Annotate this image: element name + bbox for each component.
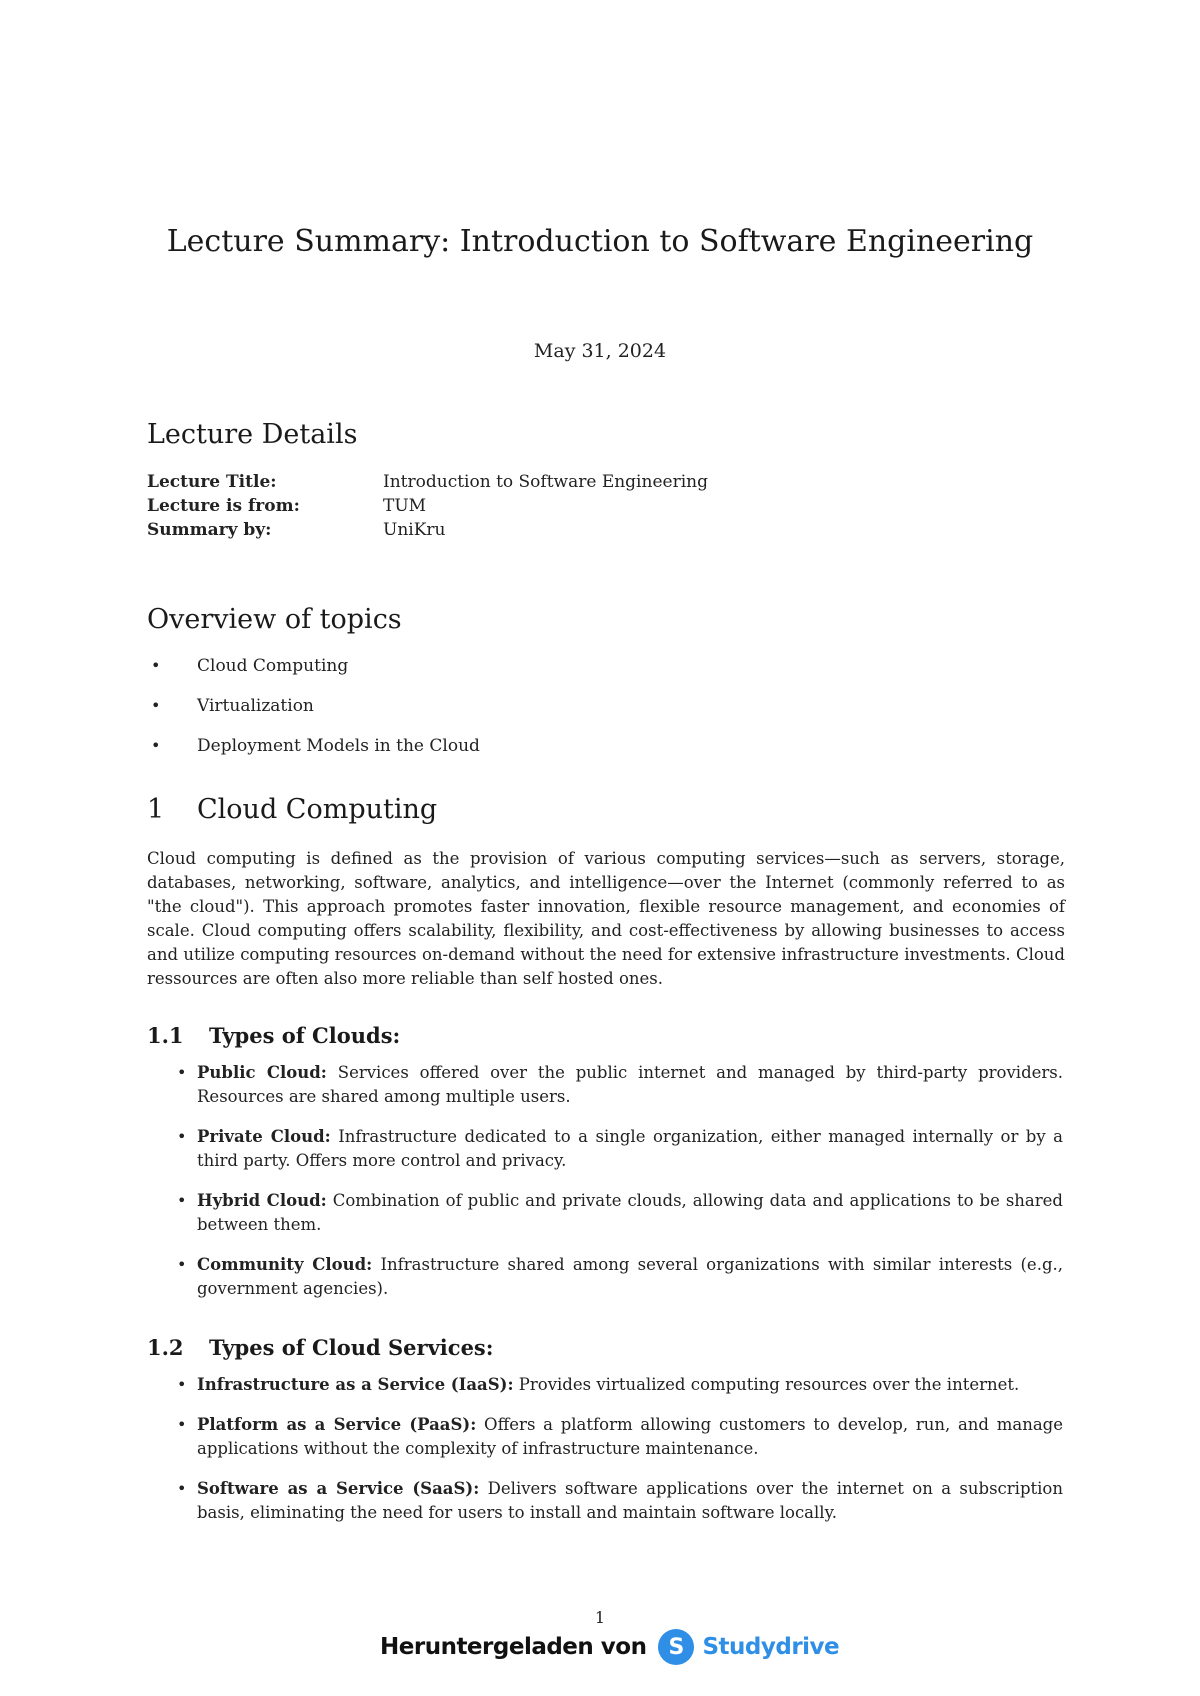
detail-row — [147, 518, 708, 542]
detail-row — [147, 470, 708, 494]
list-item-text: Delivers software applications over the internet on a subscription basis, eliminating the need for users to install and maintain software locally. — [197, 1479, 1063, 1522]
detail-row — [147, 494, 708, 518]
studydrive-brand[interactable]: Studydrive — [702, 1634, 840, 1660]
lecture-details-heading: Lecture Details — [147, 419, 358, 450]
list-item-term: Public Cloud: — [197, 1063, 327, 1082]
list-item — [197, 1189, 1063, 1237]
section-paragraph: Cloud computing is defined as the provision of various computing services—such as servers, storage, databases, networking, software, analytics, and intelligence—over the Internet (commonly referred to as "the cloud"). This approach promotes faster innovation, flexible resource management, and economies of scale. Cloud computing offers scalability, flexibility, and cost-effectiveness by allowing businesses to access and utilize computing resources on-demand without the need for extensive infrastructure investments. Cloud ressources are often also more reliable than self hosted ones. — [147, 849, 1065, 988]
list-item — [197, 1413, 1063, 1461]
detail-key: Summary by: — [147, 520, 272, 540]
list-item-term: Private Cloud: — [197, 1127, 331, 1146]
studydrive-logo-icon: S — [658, 1629, 694, 1665]
list-item-text: Infrastructure dedicated to a single organization, either managed internally or by a third party. Offers more control and privacy. — [197, 1127, 1063, 1170]
detail-key: Lecture Title: — [147, 472, 277, 492]
subsection-number: 1.2 — [147, 1335, 184, 1360]
page-number: 1 — [594, 1608, 606, 1627]
subsection-heading — [147, 1334, 494, 1362]
list-item — [197, 1373, 1063, 1397]
subsection-title: Types of Clouds: — [209, 1023, 401, 1048]
detail-value: UniKru — [383, 520, 446, 540]
list-item: Cloud Computing — [197, 656, 349, 676]
list-item-text: Offers a platform allowing customers to develop, run, and manage applications without the complexity of infrastructure maintenance. — [197, 1415, 1063, 1458]
overview-heading: Overview of topics — [147, 604, 402, 635]
subsection-heading — [147, 1022, 400, 1050]
list-item-text: Services offered over the public internet and managed by third-party providers. Resources are shared among multiple users. — [197, 1063, 1064, 1106]
list-item-term: Community Cloud: — [197, 1255, 373, 1274]
list-item — [197, 1061, 1063, 1109]
list-item: Deployment Models in the Cloud — [197, 736, 480, 756]
list-item-text: Combination of public and private clouds, allowing data and applications to be shared between them. — [197, 1191, 1063, 1234]
list-item — [197, 1477, 1063, 1525]
section-title: Cloud Computing — [197, 794, 438, 825]
section-heading — [147, 793, 437, 827]
subsection-title: Types of Cloud Services: — [209, 1335, 494, 1360]
list-item: Virtualization — [197, 696, 314, 716]
detail-value: TUM — [383, 496, 427, 516]
list-item — [197, 1125, 1063, 1173]
downloaded-from-label: Heruntergeladen von — [380, 1634, 647, 1660]
document-title: Lecture Summary: Introduction to Software Engineering — [166, 224, 1034, 259]
list-item-text: Infrastructure shared among several organizations with similar interests (e.g., government agencies). — [197, 1255, 1063, 1298]
section-number: 1 — [147, 794, 165, 825]
lecture-details-table — [147, 470, 708, 542]
detail-value: Introduction to Software Engineering — [383, 472, 708, 492]
list-item-text: Provides virtualized computing resources over the internet. — [518, 1375, 1020, 1394]
list-item-term: Platform as a Service (PaaS): — [197, 1415, 477, 1434]
list-item-term: Software as a Service (SaaS): — [197, 1479, 480, 1498]
subsection-number: 1.1 — [147, 1023, 184, 1048]
list-item — [197, 1253, 1063, 1301]
studydrive-footer[interactable] — [380, 1627, 839, 1667]
list-item-term: Hybrid Cloud: — [197, 1191, 327, 1210]
document-date: May 31, 2024 — [533, 340, 667, 362]
detail-key: Lecture is from: — [147, 496, 300, 516]
list-item-term: Infrastructure as a Service (IaaS): — [197, 1375, 514, 1394]
